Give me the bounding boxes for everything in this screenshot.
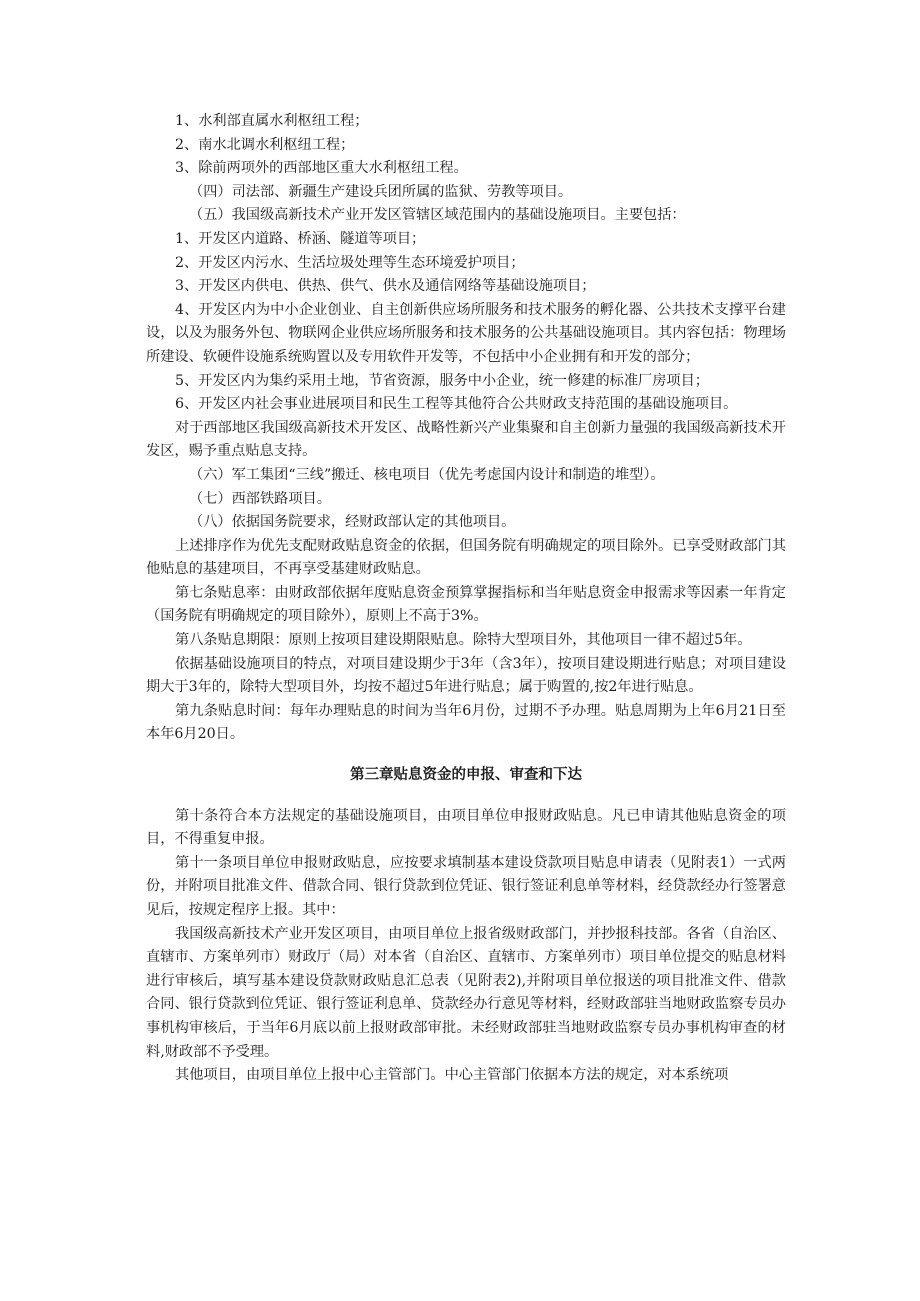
paragraph: 1、开发区内道路、桥涵、隧道等项目； [175, 230, 426, 247]
paragraph: 其他项目，由项目单位上报中心主管部门。中心主管部门依据本方法的规定，对本系统项 [175, 1067, 729, 1084]
paragraph: 上述排序作为优先支配财政贴息资金的依据，但国务院有明确规定的项目除外。已享受财政部门其他贴息的基建项目，不再享受基建财政贴息。 [146, 537, 786, 578]
paragraph: 6、开发区内社会事业进展项目和民生工程等其他符合公共财政支持范围的基础设施项目。 [175, 396, 738, 413]
paragraph: 我国级高新技术产业开发区项目，由项目单位上报省级财政部门，并抄报科技部。各省（自治区、直辖市、方案单列市）财政厅（局）对本省（自治区、直辖市、方案单列市）项目单位提交的贴息材料进行审核后，填写基本建设贷款财政贴息汇总表（见附表2),并附项目单位报送的项目批准文件、借款合同、银行贷款到位凭证、银行签证利息单、贷款经办行意见等材料，经财政部驻当地财政监察专员办事机构审核后，于当年6月底以前上报财政部审批。未经财政部驻当地财政监察专员办事机构审查的材料,财政部不予受理。 [146, 925, 786, 1060]
paragraph: （六）军工集团“三线”搬迁、核电项目（优先考虑国内设计和制造的堆型）。 [189, 466, 665, 483]
paragraph: 3、开发区内供电、供热、供气、供水及通信网络等基础设施项目； [175, 278, 596, 295]
paragraph: 1、水利部直属水利枢纽工程； [175, 113, 369, 129]
paragraph: 2、南水北调水利枢纽工程； [175, 136, 355, 153]
paragraph: 3、除前两项外的西部地区重大水利枢纽工程。 [175, 160, 468, 177]
chapter-heading: 第三章贴息资金的申报、审查和下达 [350, 767, 582, 784]
paragraph: 2、开发区内污水、生活垃圾处理等生态环境爱护项目； [175, 254, 525, 271]
paragraph: 第九条贴息时间：每年办理贴息的时间为当年6月份，过期不予办理。贴息周期为上年6月21日至本年6月20日。 [146, 702, 786, 743]
paragraph: 第八条贴息期限：原则上按项目建设期限贴息。除特大型项目外，其他项目一律不超过5年。 [175, 632, 752, 649]
paragraph: （五）我国级高新技术产业开发区管辖区域范围内的基础设施项目。主要包括： [189, 207, 686, 224]
paragraph: （八）依据国务院要求，经财政部认定的其他项目。 [189, 514, 516, 531]
paragraph: 对于西部地区我国级高新技术开发区、战略性新兴产业集聚和自主创新力量强的我国级高新技术开发区，赐予重点贴息支持。 [146, 419, 786, 460]
paragraph: 第十一条项目单位申报财政贴息，应按要求填制基本建设贷款项目贴息申请表（见附表1）一式两份，并附项目批准文件、借款合同、银行贷款到位凭证、银行签证利息单等材料，经贷款经办行签署意见后，按规定程序上报。其中： [146, 854, 786, 918]
paragraph: （四）司法部、新疆生产建设兵团所属的监狱、劳教等项目。 [189, 183, 573, 200]
paragraph: 依据基础设施项目的特点，对项目建设期少于3年（含3年），按项目建设期进行贴息；对项目建设期大于3年的，除特大型项目外，均按不超过5年进行贴息；属于购置的,按2年进行贴息。 [146, 655, 786, 696]
paragraph: 第十条符合本方法规定的基础设施项目，由项目单位申报财政贴息。凡已申请其他贴息资金的项目，不得重复申报。 [146, 807, 786, 848]
paragraph: 4、开发区内为中小企业创业、自主创新供应场所服务和技术服务的孵化器、公共技术支撑平台建设，以及为服务外包、物联网企业供应场所服务和技术服务的公共基础设施项目。其内容包括：物理场所建设、软硬件设施系统购置以及专用软件开发等，不包括中小企业拥有和开发的部分； [146, 301, 786, 365]
paragraph: （七）西部铁路项目。 [189, 490, 331, 507]
paragraph: 5、开发区内为集约采用土地，节省资源，服务中小企业，统一修建的标准厂房项目； [175, 372, 709, 389]
document-page [146, 110, 786, 1088]
paragraph: 第七条贴息率：由财政部依据年度贴息资金预算掌握指标和当年贴息资金申报需求等因素一年肯定（国务院有明确规定的项目除外），原则上不高于3%。 [146, 584, 786, 625]
